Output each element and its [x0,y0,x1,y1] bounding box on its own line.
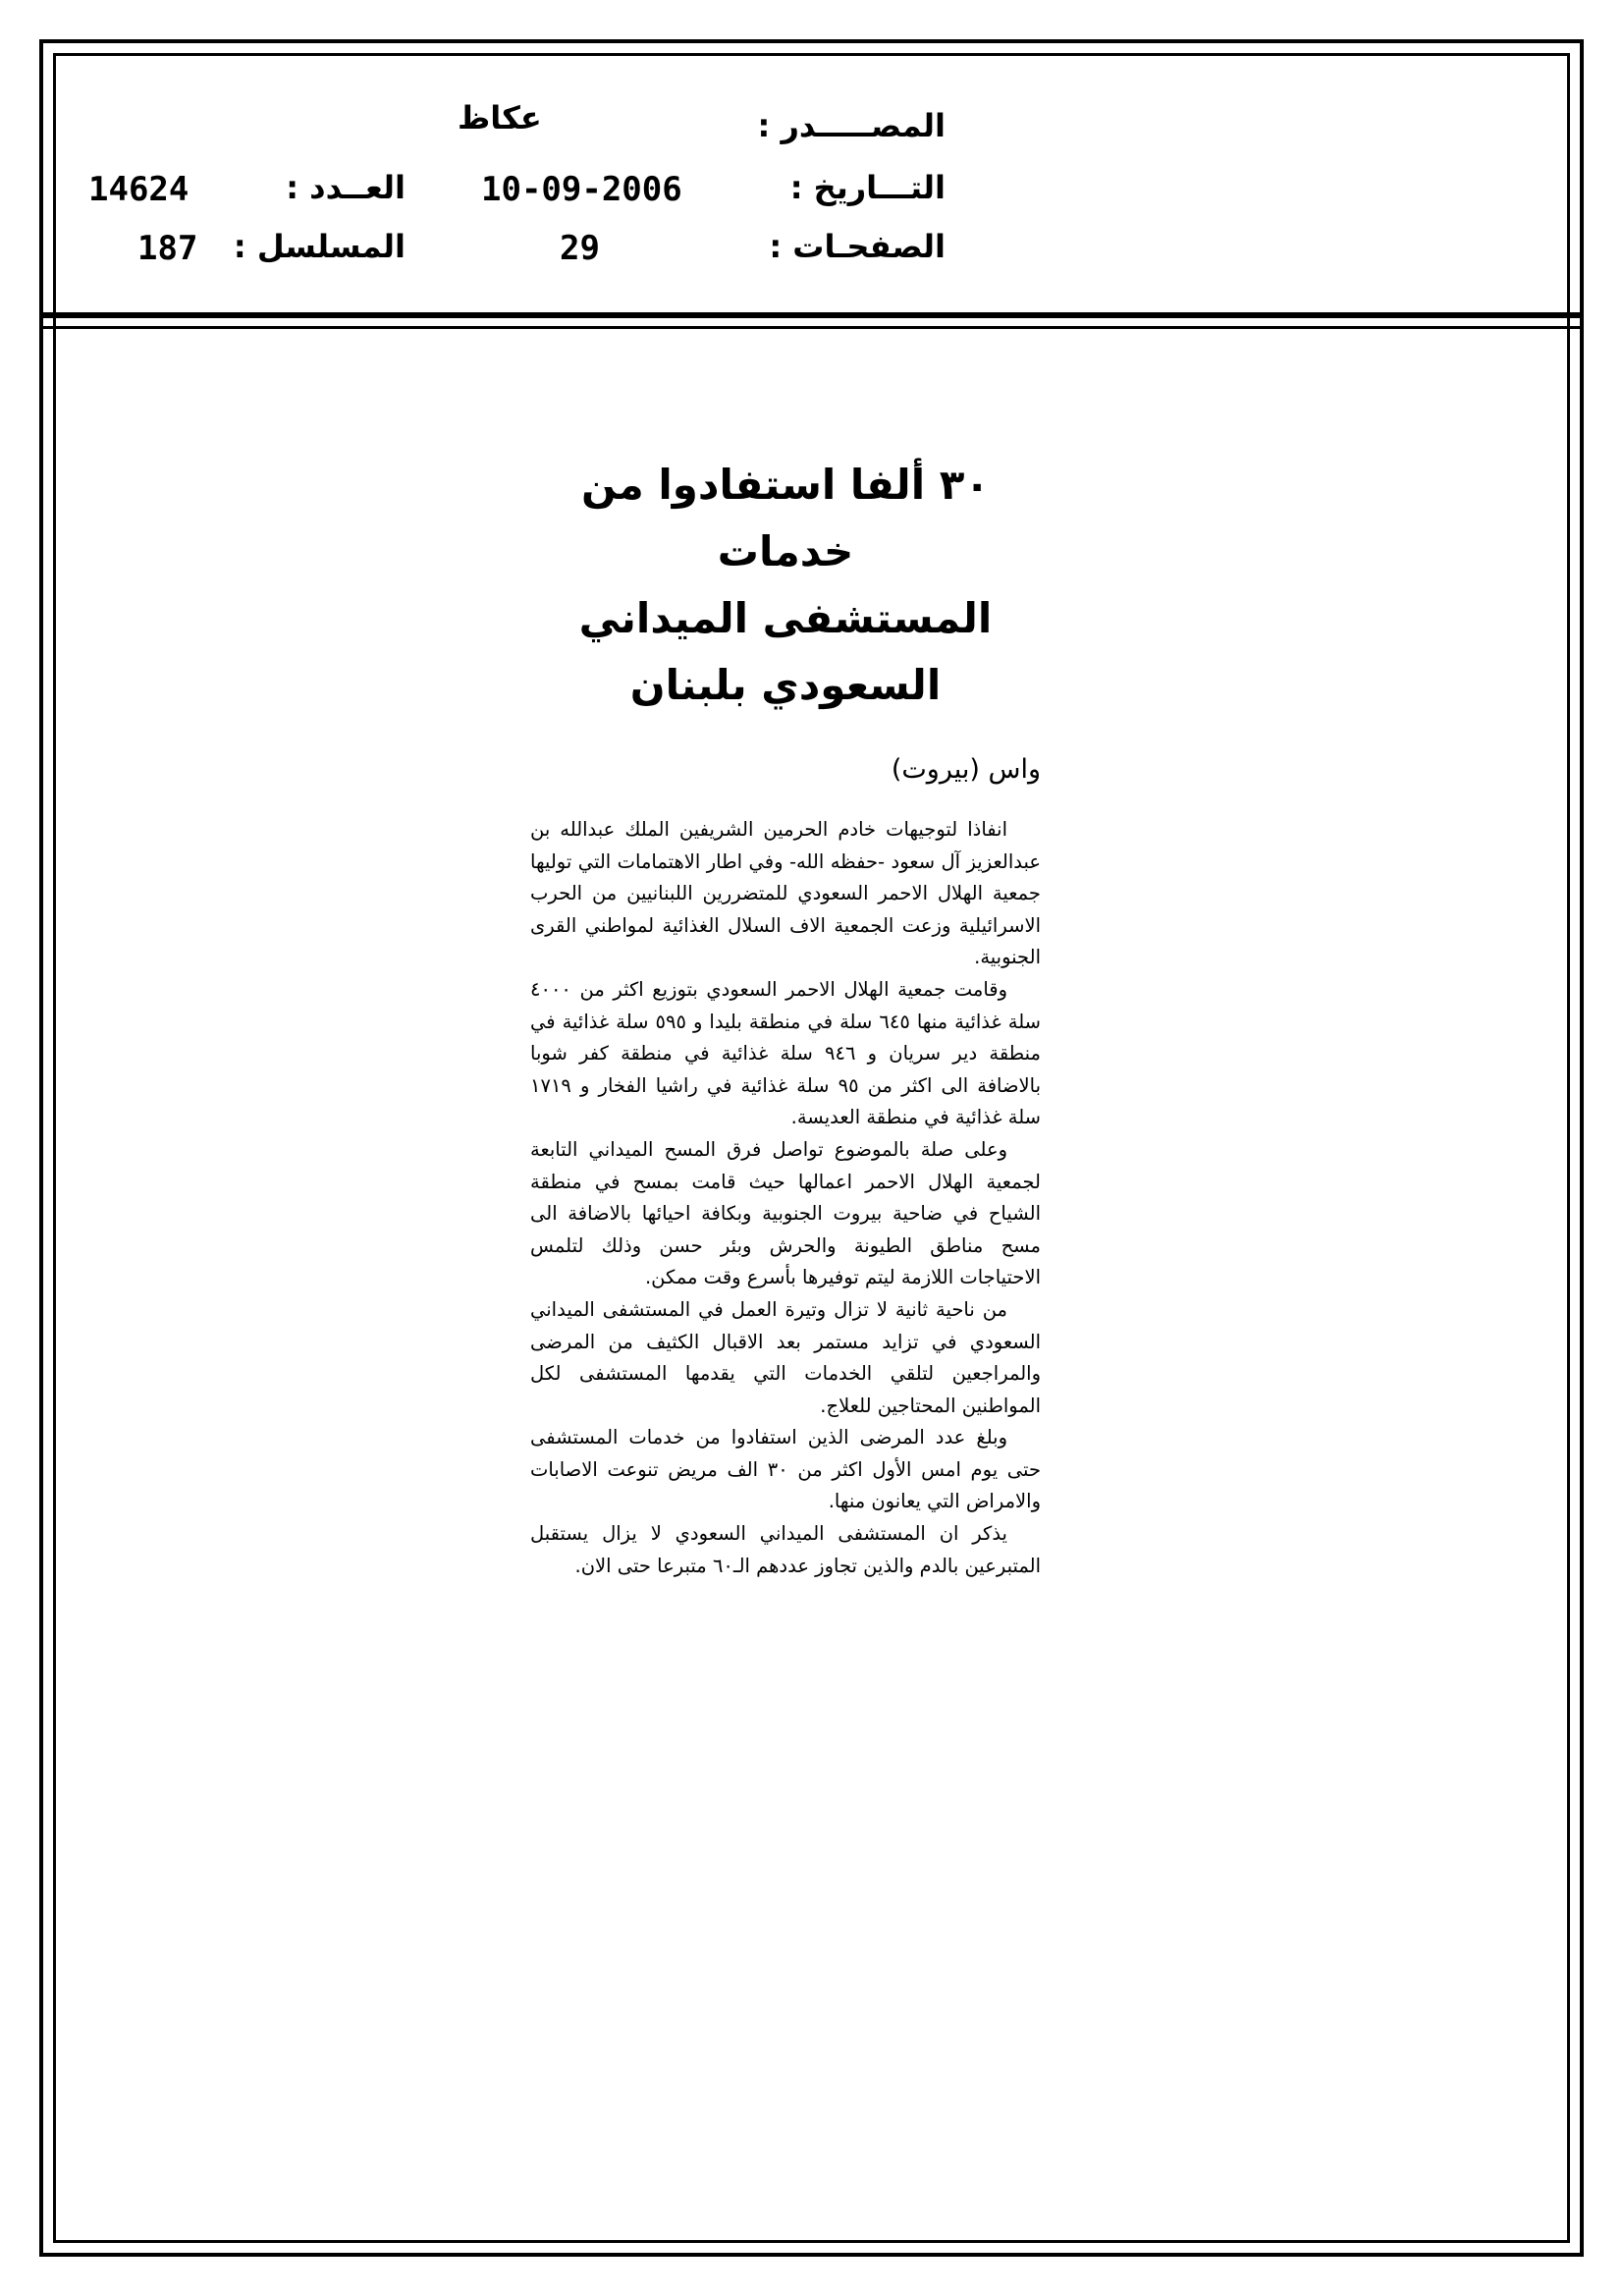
headline-line-2: المستشفى الميداني السعودي بلبنان [578,594,993,709]
pages-value: 29 [560,229,600,268]
article-byline: واس (بيروت) [891,754,1041,785]
pages-label: الصفحـات : [769,228,946,265]
article-headline [530,452,1041,719]
date-value: 10-09-2006 [481,170,682,209]
article [530,452,1041,1582]
serial-label: المسلسل : [233,228,406,265]
article-paragraph-1: انفاذا لتوجيهات خادم الحرمين الشريفين الملك عبدالله بن عبدالعزيز آل سعود -حفظه الله- وفي اطار الاهتمامات التي توليها جمعية الهلال الاحمر السعودي للمتضررين اللبنانيين من الحرب الاسرائيلية وزعت الجمعية الاف السلال الغذائية لمواطني القرى الجنوبية. [530,818,1041,969]
date-label: التـــاريخ : [789,169,946,206]
article-paragraph-5: وبلغ عدد المرضى الذين استفادوا من خدمات المستشفى حتى يوم امس الأول اكثر من ٣٠ الف مريض تنوعت الاصابات والامراض التي يعانون منها. [530,1426,1041,1513]
article-paragraph-3: وعلى صلة بالموضوع تواصل فرق المسح الميداني التابعة لجمعية الهلال الاحمر اعمالها حيث قامت بمسح في منطقة الشياح في ضاحية بيروت الجنوبية وبكافة احيائها بالاضافة الى مسح مناطق الطيونة والحرش وبئر حسن وذلك لتلمس الاحتياجات اللازمة ليتم توفيرها بأسرع وقت ممكن. [530,1137,1041,1289]
headline-line-1: ٣٠ ألفا استفادوا من خدمات [580,461,990,575]
article-paragraph-6: يذكر ان المستشفى الميداني السعودي لا يزال يستقبل المتبرعين بالدم والذين تجاوز عددهم الـ٦٠ متبرعا حتى الان. [530,1522,1041,1577]
source-value: عكاظ [458,99,542,137]
issue-label: العــدد : [286,169,406,206]
article-paragraph-4: من ناحية ثانية لا تزال وتيرة العمل في المستشفى الميداني السعودي في تزايد مستمر بعد الاقبال الكثيف من المرضى والمراجعين لتلقي الخدمات التي يقدمها المستشفى لكل المواطنين المحتاجين للعلاج. [530,1297,1041,1417]
header-divider-thick [39,312,1584,318]
source-label: المصـــــدر : [757,107,946,144]
header-divider-thin [39,326,1584,329]
serial-value: 187 [137,229,198,268]
issue-value: 14624 [88,170,189,209]
article-paragraph-2: وقامت جمعية الهلال الاحمر السعودي بتوزيع اكثر من ٤٠٠٠ سلة غذائية منها ٦٤٥ سلة في منطقة بليدا و ٥٩٥ سلة غذائية في منطقة دير سريان و ٩٤٦ سلة غذائية في منطقة كفر شوبا بالاضافة الى اكثر من ٩٥ سلة غذائية في راشيا الفخار و ١٧١٩ سلة غذائية في منطقة العديسة. [530,977,1042,1129]
